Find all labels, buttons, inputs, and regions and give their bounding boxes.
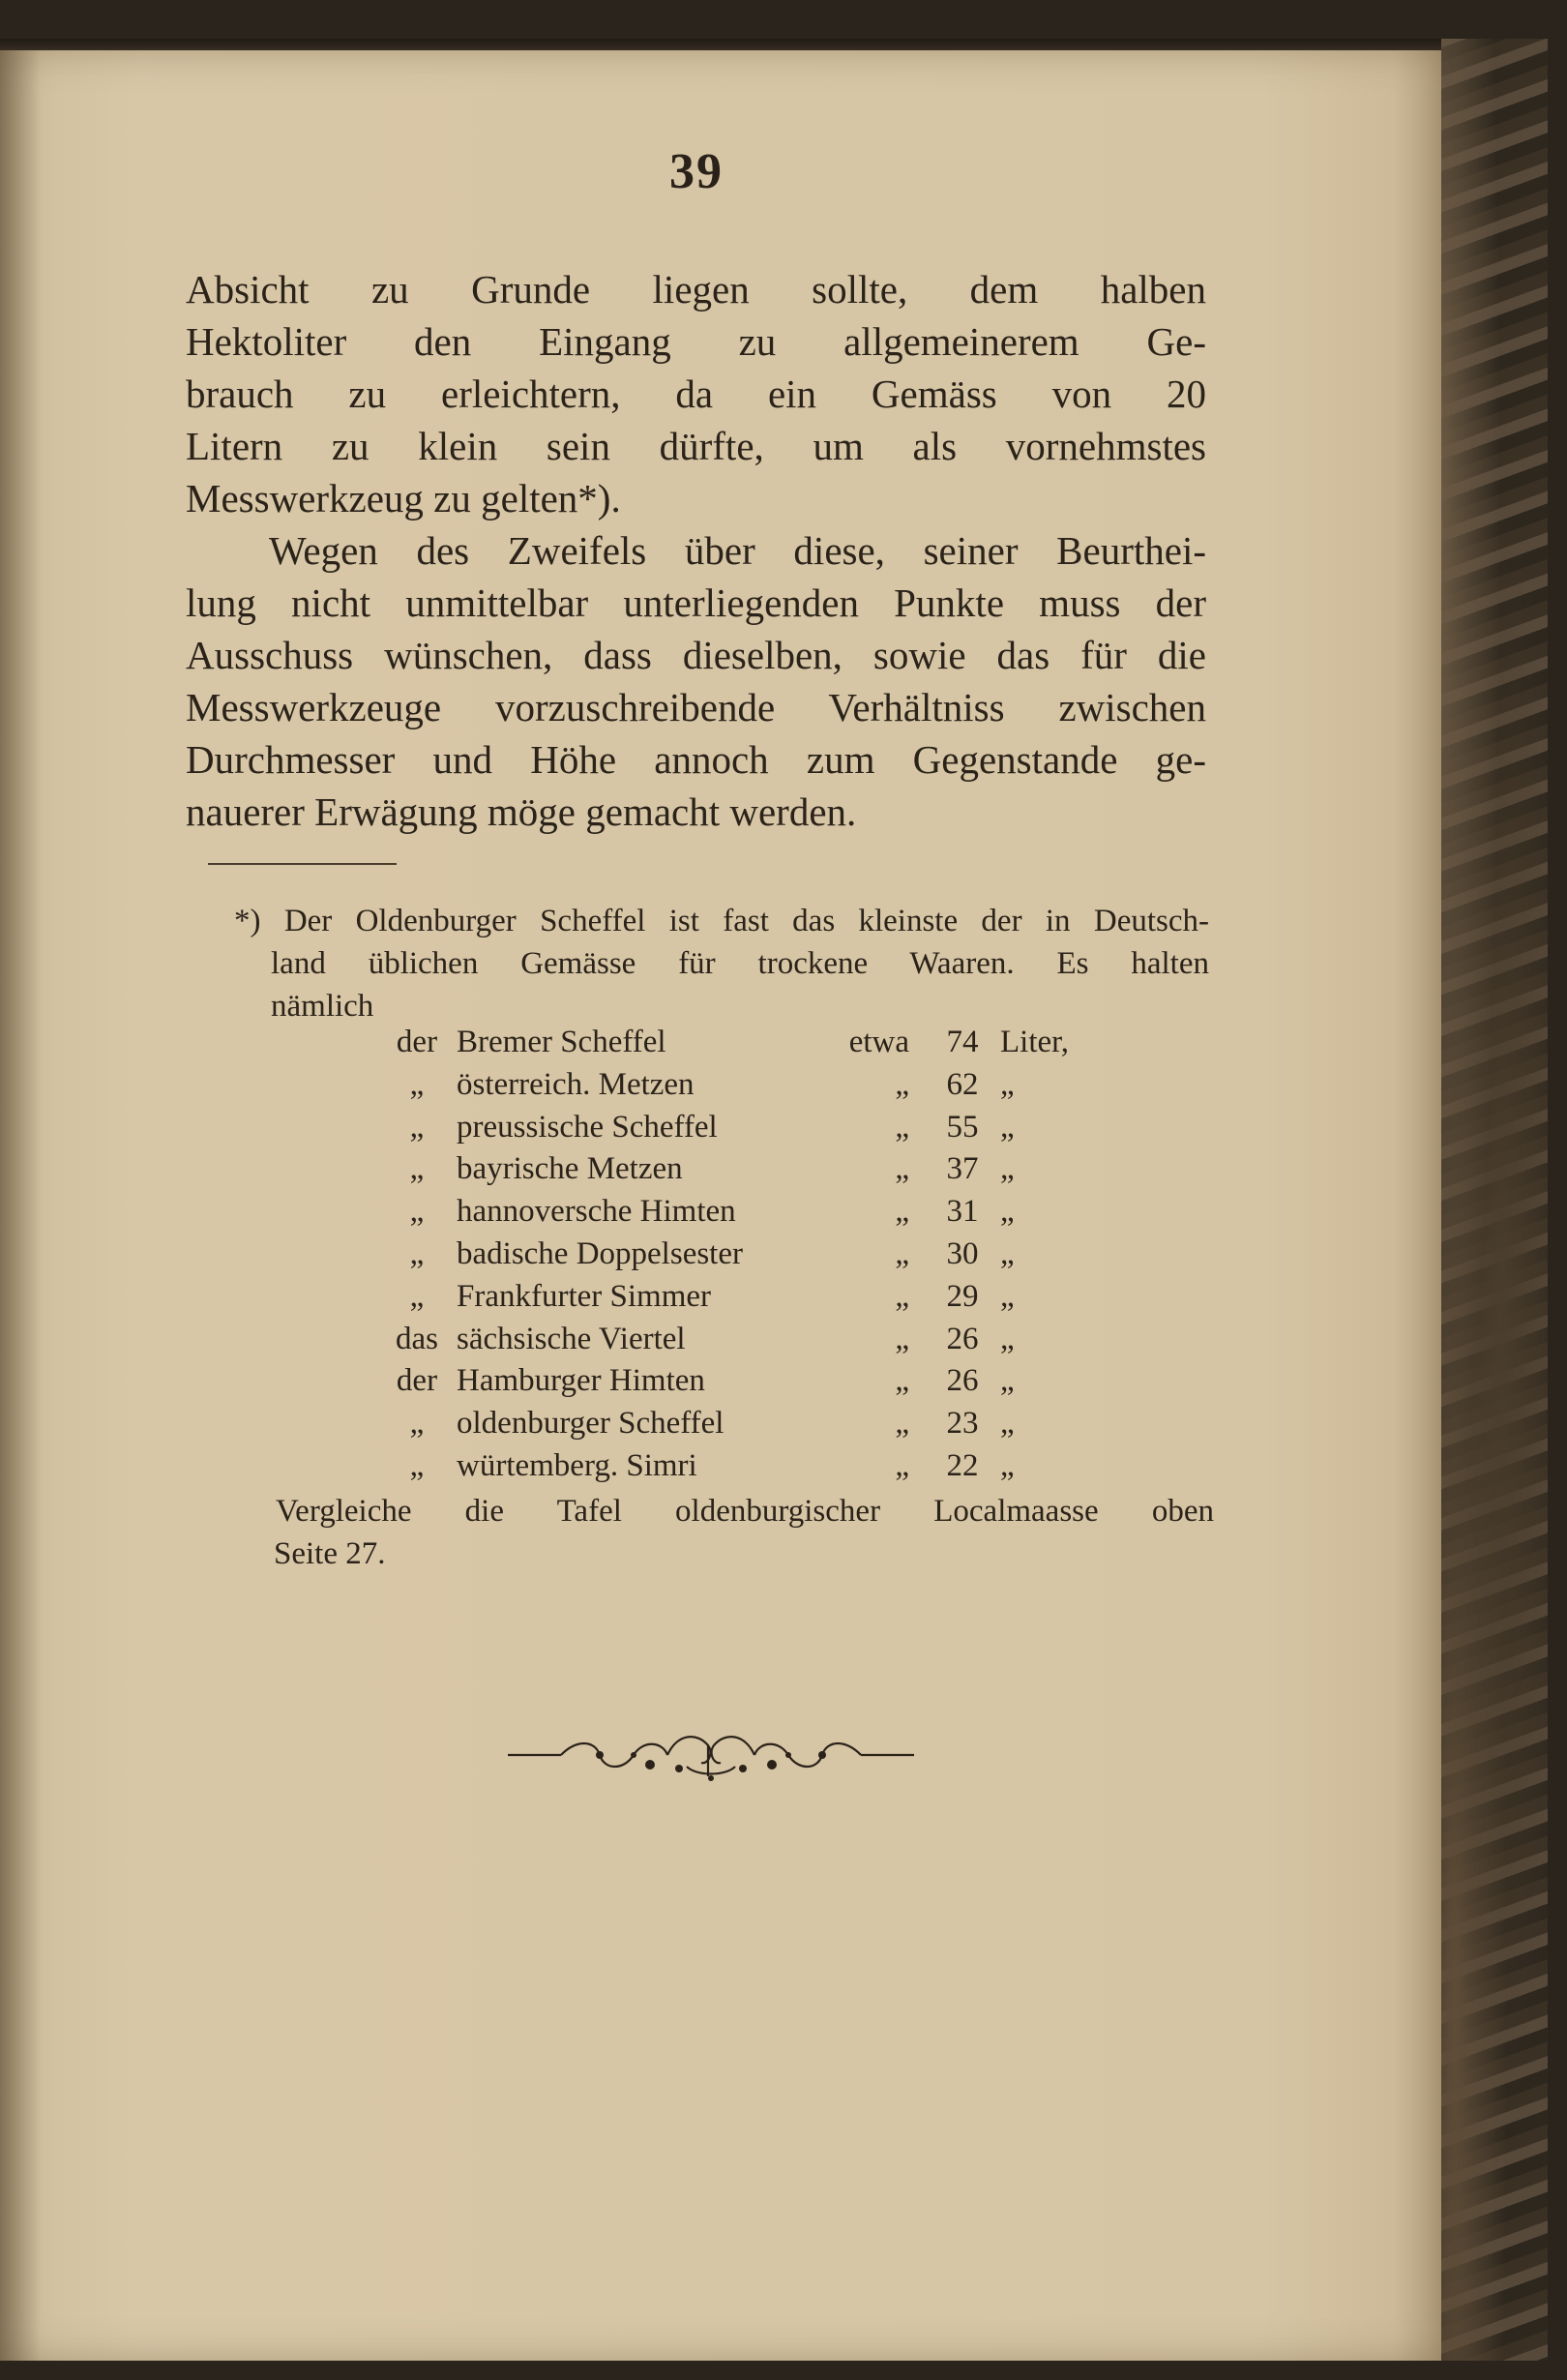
table-row (377, 1022, 1087, 1064)
measure-article: „ (409, 1194, 425, 1230)
measure-name: Bremer Scheffel (457, 1025, 666, 1059)
table-row (377, 1445, 1087, 1488)
footnote-closing (276, 1490, 1214, 1575)
footnote-line: nämlich (271, 989, 374, 1024)
measure-article: „ (409, 1151, 425, 1187)
measure-value: 62 (946, 1066, 979, 1102)
body-line: Wegen des Zweifels über diese, seiner Beurthei- (269, 528, 1206, 573)
spine-shadow (0, 50, 41, 2361)
measure-article: der (396, 1363, 438, 1399)
table-row (377, 1360, 1087, 1403)
measure-article: „ (409, 1447, 425, 1483)
table-row (377, 1148, 1087, 1191)
body-line: Hektoliter den Eingang zu allgemeinerem Ge- (186, 319, 1206, 364)
closing-line: Seite 27. (274, 1536, 386, 1571)
body-line: Absicht zu Grunde liegen sollte, dem halben (186, 267, 1206, 312)
measure-table (377, 1022, 1087, 1488)
measure-value: 31 (946, 1194, 979, 1230)
measure-unit: „ (1000, 1151, 1015, 1187)
measure-name: badische Doppelsester (457, 1235, 743, 1271)
vignette-ornament-icon (503, 1726, 919, 1784)
measure-article: das (396, 1321, 438, 1356)
measure-name: Frankfurter Simmer (457, 1278, 712, 1314)
body-line: Messwerkzeug zu gelten*). (186, 476, 621, 521)
measure-name: oldenburger Scheffel (457, 1406, 724, 1442)
measure-value: 22 (946, 1447, 979, 1483)
footnote-line: land üblichen Gemässe für trockene Waaren. Es halten (271, 946, 1209, 981)
measure-approx: „ (895, 1406, 909, 1442)
page-number: 39 (669, 144, 724, 199)
measure-article: „ (409, 1406, 425, 1442)
measure-unit: „ (1000, 1194, 1015, 1230)
table-row (377, 1403, 1087, 1445)
measure-approx: etwa (848, 1025, 909, 1059)
measure-unit: „ (1000, 1235, 1015, 1271)
footnote (234, 900, 1209, 1027)
table-row (377, 1319, 1087, 1361)
footnote-separator-rule (208, 863, 397, 865)
measure-name: hannoversche Himten (457, 1194, 736, 1230)
body-line: lung nicht unmittelbar unterliegenden Punkte muss der (186, 580, 1206, 625)
measure-value: 26 (946, 1321, 979, 1356)
measure-approx: „ (895, 1363, 909, 1399)
measure-approx: „ (895, 1109, 909, 1145)
body-paragraph-2 (186, 524, 1206, 838)
measure-name: preussische Scheffel (457, 1109, 718, 1145)
measure-approx: „ (895, 1321, 909, 1356)
measure-approx: „ (895, 1235, 909, 1271)
body-line: Durchmesser und Höhe annoch zum Gegenstande ge- (186, 737, 1206, 782)
body-line: Litern zu klein sein dürfte, um als vornehmstes (186, 424, 1206, 468)
measure-value: 23 (946, 1406, 979, 1442)
measure-name: österreich. Metzen (457, 1066, 695, 1102)
footnote-text: Der Oldenburger Scheffel ist fast das kleinste der in Deutsch- (283, 904, 1209, 938)
measure-approx: „ (895, 1447, 909, 1483)
measure-value: 30 (946, 1235, 979, 1271)
measure-article: „ (409, 1278, 425, 1314)
closing-line: Vergleiche die Tafel oldenburgischer Localmaasse oben (276, 1494, 1214, 1529)
measure-unit: „ (1000, 1406, 1015, 1442)
measure-unit: „ (1000, 1447, 1015, 1483)
body-line: Messwerkzeuge vorzuschreibende Verhältniss zwischen (186, 685, 1206, 729)
measure-value: 37 (946, 1151, 979, 1187)
measure-unit: Liter, (1000, 1025, 1070, 1059)
measure-name: sächsische Viertel (457, 1321, 686, 1356)
measure-value: 29 (946, 1278, 979, 1314)
measure-name: Hamburger Himten (457, 1363, 705, 1399)
body-line: nauerer Erwägung möge gemacht werden. (186, 789, 857, 834)
measure-value: 55 (946, 1109, 979, 1145)
table-row (377, 1191, 1087, 1234)
measure-value: 26 (946, 1363, 979, 1399)
measure-approx: „ (895, 1278, 909, 1314)
measure-approx: „ (895, 1194, 909, 1230)
measure-approx: „ (895, 1151, 909, 1187)
measure-approx: „ (895, 1066, 909, 1102)
measure-article: „ (409, 1109, 425, 1145)
measure-article: der (396, 1025, 438, 1059)
measure-unit: „ (1000, 1278, 1015, 1314)
body-paragraph-1 (186, 263, 1206, 524)
measure-unit: „ (1000, 1109, 1015, 1145)
footnote-marker: *) (234, 904, 261, 938)
measure-unit: „ (1000, 1363, 1015, 1399)
table-row (377, 1107, 1087, 1149)
table-row (377, 1234, 1087, 1276)
body-line: brauch zu erleichtern, da ein Gemäss von 20 (186, 372, 1206, 416)
body-line: Ausschuss wünschen, dass dieselben, sowie das für die (186, 633, 1206, 677)
footnote-line-1 (234, 900, 1209, 942)
measure-article: „ (409, 1066, 425, 1102)
measure-unit: „ (1000, 1321, 1015, 1356)
table-row (377, 1064, 1087, 1107)
measure-name: bayrische Metzen (457, 1151, 683, 1187)
measure-unit: „ (1000, 1066, 1015, 1102)
table-row (377, 1276, 1087, 1319)
measure-name: würtemberg. Simri (457, 1447, 697, 1483)
measure-article: „ (409, 1235, 425, 1271)
measure-value: 74 (946, 1025, 979, 1059)
